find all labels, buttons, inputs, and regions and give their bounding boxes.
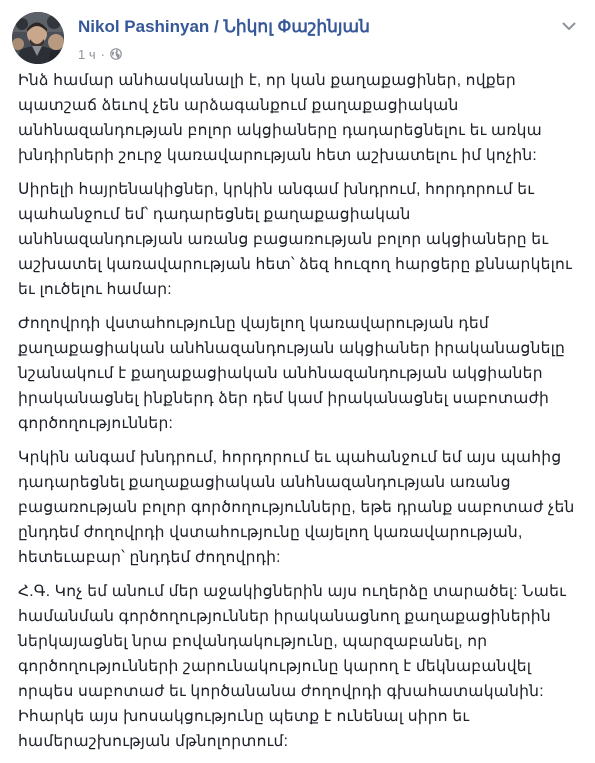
post-meta [78, 45, 122, 63]
post-paragraph: Սիրելի հայրենակիցներ, կրկին անգամ խնդրում, հորդորում եւ պահանջում եմ՝ դադարեցնել քաղաքացիական անհնազանդության առանց բացառության բոլոր ակցիաները եւ աշխատել կառավարության հետ՝ ձեզ հուզող հարցերը քննարկելու եւ լուծելու համար: [18, 181, 572, 298]
post-paragraph: Հ.Գ. Կոչ եմ անում մեր աջակիցներին այս ուղերձը տարածել: Նաեւ համանման գործողություններ իրականացնող քաղաքացիներին ներկայացնել նրա բովանդակությունը, պարզաբանել, որ գործողությունների շարունակությունը կարող է մեկնաբանվել որպես սաբոտաժ եւ կործանանա ժողովրդի գխահատականին: Իհարկե այս խոսակցությունը պետք է ունենալ սիրո եւ համերաշխության մթնոլորտում: [18, 583, 567, 750]
chevron-down-icon[interactable] [559, 18, 579, 34]
avatar[interactable] [12, 12, 64, 64]
post-paragraph: Կրկին անգամ խնդրում, հորդորում եւ պահանջում եմ այս պահից դադարեցնել քաղաքացիական անհնազանդության առանց բացառության բոլոր գործողությունները, եթե դրանք սաբոտաժ չեն ընդդեմ ժողովրդի վստահությունը վայելող կառավարության, հետեւաբար՝ ընդդեմ ժողովրդի: [18, 449, 575, 566]
author-name[interactable]: Nikol Pashinyan / Նիկոլ Փաշինյան [78, 17, 370, 36]
post-body [18, 68, 578, 763]
post-time[interactable]: 1 ч [78, 46, 96, 62]
post-paragraph: Ինձ համար անհասկանալի է, որ կան քաղաքացիներ, ովքեր պատշաճ ձեւով չեն արձագանքում քաղաքացիական անհնազանդության բոլոր ակցիաները դադարեցնելու եւ առկա խնդիրների շուրջ կառավարության հետ աշխատելու իմ կոչին: [18, 72, 542, 164]
post-header [12, 8, 587, 64]
globe-icon[interactable] [110, 48, 122, 60]
meta-separator: · [100, 46, 105, 62]
post-paragraph: Ժողովրդի վստահությունը վայելող կառավարության դեմ քաղաքացիական անհնազանդության ակցիաներ իրականացնելը նշանակում է քաղաքացիական անհնազանդության ակցիաներ իրականացնել ինքներդ ձեր դեմ կամ իրականացնել սաբոտաժի գործողություններ: [18, 315, 566, 432]
avatar-photo [12, 12, 64, 64]
